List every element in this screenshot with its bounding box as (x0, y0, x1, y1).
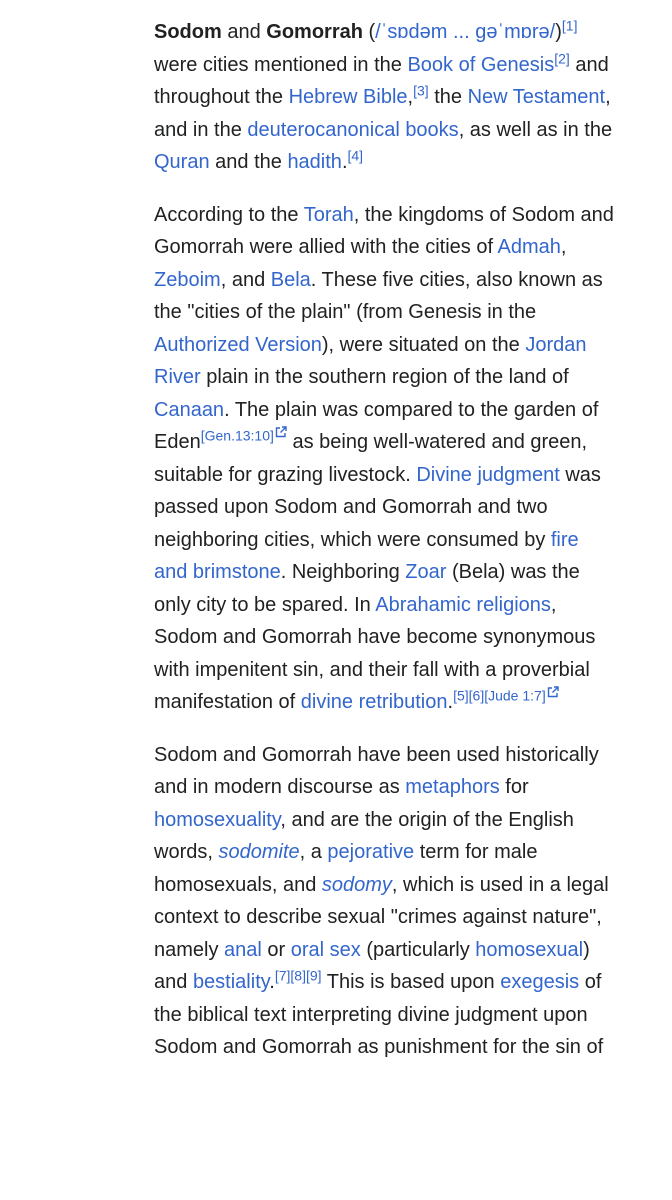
link-anal[interactable]: anal (224, 938, 262, 961)
link-book-of-genesis[interactable]: Book of Genesis (407, 53, 555, 76)
text: ) (555, 21, 562, 43)
citation-1[interactable]: [1] (561, 17, 578, 34)
link-abrahamic-religions[interactable]: Abrahamic religions (375, 593, 551, 616)
citation-2[interactable]: [2] (554, 49, 570, 66)
text: . The plain was compared to the garden of Eden (154, 398, 599, 453)
pronunciation-link[interactable]: /ˈsɒdəm ... ɡəˈmɒrə/ (375, 21, 556, 43)
text: or (261, 938, 291, 961)
article-body (154, 16, 614, 1084)
link-homosexuality[interactable]: homosexuality (154, 808, 281, 831)
link-divine-judgment[interactable]: Divine judgment (416, 463, 560, 486)
external-link-icon[interactable] (547, 686, 559, 698)
text: , the kingdoms of Sodom and Gomorrah were allied with the cities of (154, 203, 614, 258)
citation-8[interactable]: [8] (290, 967, 306, 984)
text: (Bela) was the only city to be spared. In (154, 561, 580, 616)
text: the (428, 86, 468, 108)
bold-gomorrah: Gomorrah (266, 21, 363, 43)
link-torah[interactable]: Torah (303, 203, 354, 226)
italic-sodomite: sodomite (218, 841, 300, 863)
text: as being well-watered and green, suitable for grazing livestock. (154, 431, 588, 486)
link-homosexual[interactable]: homosexual (475, 938, 584, 961)
text: , as well as in the (458, 118, 613, 141)
link-zeboim[interactable]: Zeboim (154, 268, 221, 291)
text: , and in the (154, 86, 611, 141)
external-link-icon[interactable] (275, 426, 287, 438)
link-admah[interactable]: Admah (497, 236, 561, 258)
link-pejorative[interactable]: pejorative (327, 841, 415, 863)
link-sodomite[interactable] (218, 841, 299, 863)
text: . (447, 691, 454, 713)
link-jordan-river[interactable]: Jordan River (154, 333, 587, 388)
link-sodomy[interactable] (322, 874, 392, 896)
citation-genesis-13-10[interactable]: [Gen.13:10] (200, 427, 274, 444)
text: (particularly (360, 938, 476, 961)
text: of the biblical text interpreting divine judgment upon Sodom and Gomorrah as punishment for the sin of (154, 971, 604, 1058)
citation-3[interactable]: [3] (413, 82, 429, 99)
citation-5[interactable]: [5] (453, 687, 469, 704)
text: . These five cities, also known as the "cities of the plain" (from Genesis in the (154, 268, 603, 323)
link-quran[interactable]: Quran (154, 151, 210, 173)
link-fire-and-brimstone[interactable]: fire and brimstone (154, 528, 579, 583)
text: , Sodom and Gomorrah have become synonymous with impenitent sin, and their fall with a proverbial manifestation of (154, 593, 596, 713)
link-bela[interactable]: Bela (270, 268, 311, 291)
text: This is based upon (321, 971, 501, 993)
text: . (269, 971, 275, 993)
text: ( (362, 21, 376, 43)
bold-sodom: Sodom (154, 21, 222, 43)
link-divine-retribution[interactable]: divine retribution (300, 691, 448, 713)
paragraph-torah (154, 199, 614, 719)
link-new-testament[interactable]: New Testament (467, 86, 606, 108)
citation-9[interactable]: [9] (305, 967, 322, 984)
text: was passed upon Sodom and Gomorrah and two neighboring cities, which were consumed by (154, 463, 601, 551)
text: term for male homosexuals, and (154, 841, 538, 896)
text: , and (220, 268, 271, 291)
text: ) and (154, 938, 590, 993)
text: , (560, 236, 567, 258)
citation-7[interactable]: [7] (274, 967, 291, 984)
link-canaan[interactable]: Canaan (154, 398, 225, 421)
text: and the (209, 151, 288, 173)
text: for (499, 776, 529, 798)
text: . (341, 151, 348, 173)
link-hadith[interactable]: hadith (287, 151, 342, 173)
text: , which is used in a legal context to describe sexual "crimes against nature", namely (154, 873, 609, 961)
text: , and are the origin of the English words, (154, 808, 574, 863)
text: ), were situated on the (321, 333, 526, 356)
citation-jude-1-7[interactable]: [Jude 1:7] (484, 687, 546, 704)
text: and throughout the (154, 53, 609, 108)
link-hebrew-bible[interactable]: Hebrew Bible (288, 86, 408, 108)
text: were cities mentioned in the (154, 53, 408, 76)
citation-4[interactable]: [4] (347, 147, 364, 164)
text: and (221, 21, 267, 43)
link-bestiality[interactable]: bestiality (192, 971, 270, 993)
link-exegesis[interactable]: exegesis (500, 971, 580, 993)
link-metaphors[interactable]: metaphors (405, 776, 500, 798)
link-zoar[interactable]: Zoar (405, 561, 447, 583)
citation-6[interactable]: [6] (468, 687, 485, 704)
italic-sodomy: sodomy (321, 873, 392, 896)
paragraph-intro (154, 16, 614, 179)
text: . Neighboring (280, 561, 406, 583)
text: According to the (154, 203, 304, 226)
link-authorized-version[interactable]: Authorized Version (154, 333, 322, 356)
link-oral-sex[interactable]: oral sex (290, 938, 361, 961)
paragraph-usage (154, 739, 614, 1064)
text: , a (299, 841, 328, 863)
text: plain in the southern region of the land of (200, 366, 569, 388)
text: Sodom and Gomorrah have been used historically and in modern discourse as (154, 743, 599, 798)
link-deuterocanonical-books[interactable]: deuterocanonical books (247, 118, 459, 141)
text: , (407, 86, 414, 108)
